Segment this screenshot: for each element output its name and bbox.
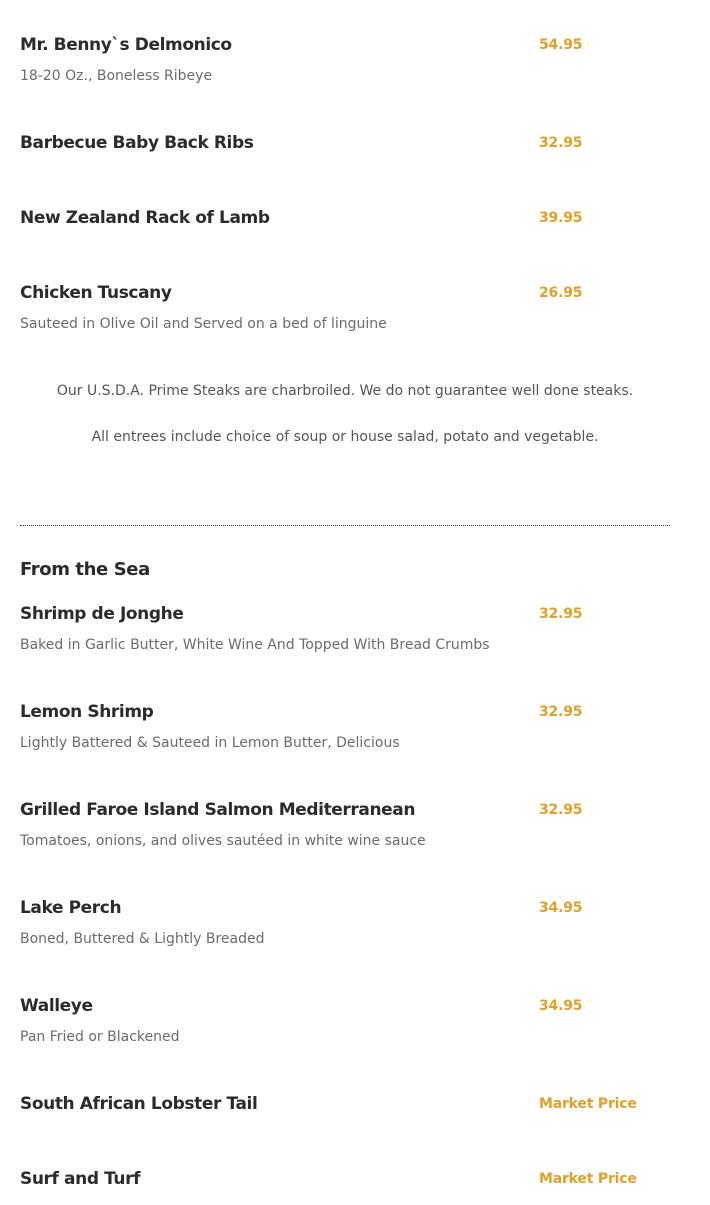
item-price: 26.95 xyxy=(539,285,583,301)
item-price: 34.95 xyxy=(539,900,583,916)
item-price: 34.95 xyxy=(539,998,583,1014)
item-name: Shrimp de Jonghe xyxy=(20,604,184,624)
item-description: Sauteed in Olive Oil and Served on a bed of linguine xyxy=(20,316,387,332)
item-price: 32.95 xyxy=(539,704,583,720)
item-name: Lake Perch xyxy=(20,898,122,918)
item-description: Pan Fried or Blackened xyxy=(20,1029,180,1045)
item-price: 32.95 xyxy=(539,135,583,151)
item-description: 18-20 Oz., Boneless Ribeye xyxy=(20,68,213,84)
item-price: 39.95 xyxy=(539,210,583,226)
section-divider xyxy=(20,525,670,526)
section-title: From the Sea xyxy=(20,559,150,580)
item-name: Walleye xyxy=(20,996,93,1016)
item-name: New Zealand Rack of Lamb xyxy=(20,208,270,228)
item-description: Baked in Garlic Butter, White Wine And Topped With Bread Crumbs xyxy=(20,637,490,653)
item-price: Market Price xyxy=(539,1096,637,1112)
item-price: 32.95 xyxy=(539,606,583,622)
item-description: Tomatoes, onions, and olives sautéed in white wine sauce xyxy=(20,833,426,849)
steak-note: Our U.S.D.A. Prime Steaks are charbroiled. We do not guarantee well done steaks. xyxy=(56,383,634,399)
entree-note: All entrees include choice of soup or house salad, potato and vegetable. xyxy=(91,429,599,445)
item-name: Chicken Tuscany xyxy=(20,283,172,303)
item-description: Lightly Battered & Sauteed in Lemon Butter, Delicious xyxy=(20,735,400,751)
item-name: Grilled Faroe Island Salmon Mediterranean xyxy=(20,800,416,820)
item-name: Mr. Benny`s Delmonico xyxy=(20,35,232,55)
item-name: Lemon Shrimp xyxy=(20,702,154,722)
item-price: Market Price xyxy=(539,1171,637,1187)
item-name: Surf and Turf xyxy=(20,1169,141,1189)
item-name: Barbecue Baby Back Ribs xyxy=(20,133,254,153)
item-name: South African Lobster Tail xyxy=(20,1094,258,1114)
item-price: 32.95 xyxy=(539,802,583,818)
item-price: 54.95 xyxy=(539,37,583,53)
item-description: Boned, Buttered & Lightly Breaded xyxy=(20,931,265,947)
